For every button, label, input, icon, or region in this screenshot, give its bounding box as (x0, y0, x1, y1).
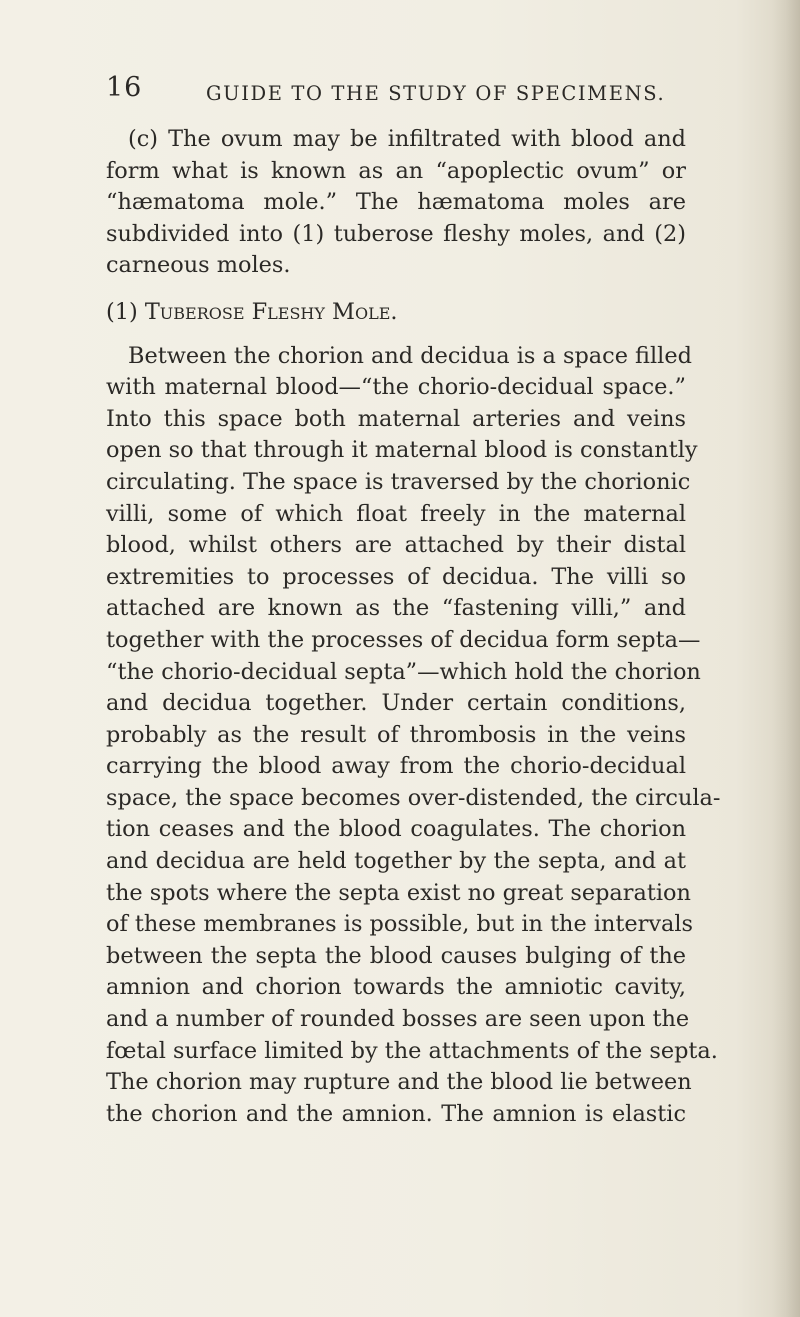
page-edge-shadow (772, 0, 800, 1317)
page-number: 16 (106, 72, 143, 103)
text-line: villi, some of which float freely in the maternal (106, 500, 686, 527)
text-line: probably as the result of thrombosis in the veins (106, 721, 686, 748)
text-line: (c) The ovum may be infiltrated with blood and (128, 126, 686, 152)
text-line: open so that through it maternal blood is constantly (106, 437, 698, 464)
text-line: and decidua are held together by the septa, and at (106, 848, 686, 875)
text-line: between the septa the blood causes bulging of the (106, 942, 686, 969)
text-line: amnion and chorion towards the amniotic cavity, (106, 974, 686, 1001)
text-line: with maternal blood—“the chorio-decidual space.” (106, 374, 686, 401)
body-text (106, 124, 721, 1130)
text-line: space, the space becomes over-distended, the circula- (106, 784, 721, 811)
text-line: fœtal surface limited by the attachments of the septa. (106, 1037, 718, 1064)
text-line: The chorion may rupture and the blood lie between (106, 1069, 692, 1096)
paragraph-c (106, 124, 686, 282)
text-line: blood, whilst others are attached by their distal (106, 532, 686, 559)
text-line: extremities to processes of decidua. The villi so (106, 563, 686, 590)
running-head: GUIDE TO THE STUDY OF SPECIMENS. (206, 82, 666, 105)
text-line: attached are known as the “fastening villi,” and (106, 595, 686, 622)
text-line: the chorion and the amnion. The amnion is elastic (106, 1100, 686, 1127)
text-line: Into this space both maternal arteries and veins (106, 405, 686, 432)
text-line: the spots where the septa exist no great separation (106, 879, 691, 906)
text-line: and decidua together. Under certain conditions, (106, 690, 686, 717)
text-line: form what is known as an “apoplectic ovum” or (106, 157, 686, 184)
text-line: and a number of rounded bosses are seen upon the (106, 1006, 690, 1033)
text-line: carneous moles. (106, 252, 291, 279)
text-line: “hæmatoma mole.” The hæmatoma moles are (106, 189, 686, 216)
text-line: of these membranes is possible, but in the intervals (106, 911, 694, 938)
text-line: Between the chorion and decidua is a space filled (128, 342, 692, 369)
section-heading: (1) Tuberose Fleshy Mole. (106, 298, 398, 325)
page-header (106, 72, 666, 112)
text-line: tion ceases and the blood coagulates. The chorion (106, 816, 686, 843)
text-line: circulating. The space is traversed by the chorionic (106, 468, 691, 495)
text-line: carrying the blood away from the chorio-decidual (106, 753, 686, 780)
text-line: “the chorio-decidual septa”—which hold the chorion (106, 658, 701, 685)
text-line: together with the processes of decidua form septa— (106, 626, 701, 653)
paragraph-tuberose-mole (106, 341, 721, 1131)
text-line: subdivided into (1) tuberose fleshy moles, and (2) (106, 220, 686, 247)
